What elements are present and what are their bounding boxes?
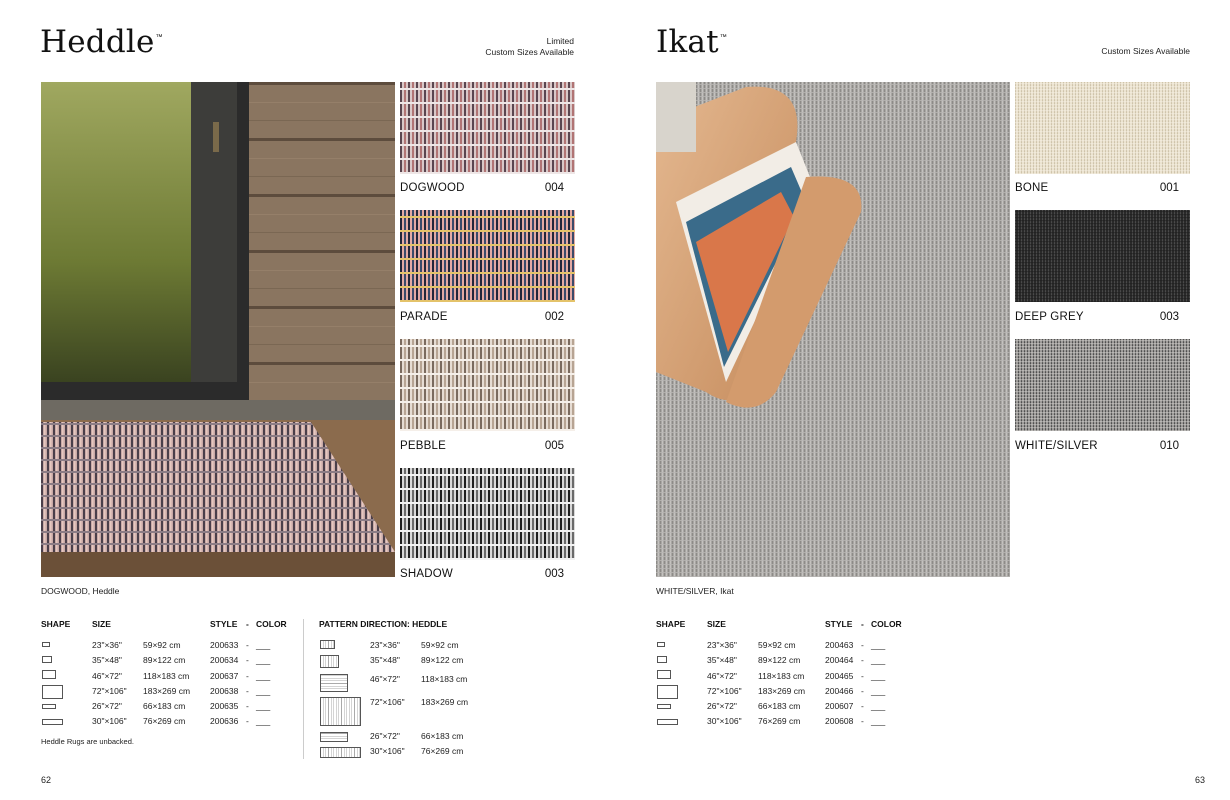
color-blank: ___	[871, 655, 886, 665]
custom-size-note	[1101, 46, 1190, 57]
size-inches: 30"×106"	[370, 746, 405, 756]
dash: -	[861, 671, 864, 681]
dash: -	[246, 640, 249, 650]
note-line-limited: Limited	[546, 36, 574, 46]
size-cm: 76×269 cm	[758, 716, 801, 726]
pattern-direction-icon	[320, 655, 339, 668]
swatch-code: 004	[544, 182, 564, 194]
footnote: Heddle Rugs are unbacked.	[41, 737, 134, 746]
product-title-heddle: Heddle™	[40, 24, 163, 60]
header-color: COLOR	[871, 619, 902, 629]
swatch-label: BONE	[1015, 182, 1049, 194]
page-number: 62	[41, 775, 52, 785]
trademark: ™	[155, 34, 163, 41]
swatch-bone[interactable]	[1015, 82, 1190, 174]
header-shape: SHAPE	[41, 619, 71, 629]
color-blank: ___	[871, 701, 886, 711]
size-cm: 183×269 cm	[758, 686, 806, 696]
photo-caption: WHITE/SILVER, Ikat	[656, 586, 734, 596]
shape-icon	[657, 656, 667, 663]
style-number: 200608	[825, 716, 854, 726]
color-blank: ___	[256, 671, 271, 681]
swatch-label: WHITE/SILVER	[1015, 440, 1098, 452]
color-blank: ___	[256, 716, 271, 726]
color-blank: ___	[256, 686, 271, 696]
dash: -	[861, 640, 864, 650]
size-inches: 72"×106"	[92, 686, 127, 696]
size-inches: 72"×106"	[707, 686, 742, 696]
header-size: SIZE	[707, 619, 726, 629]
style-number: 200466	[825, 686, 854, 696]
style-number: 200465	[825, 671, 854, 681]
photo-caption: DOGWOOD, Heddle	[41, 586, 120, 596]
shape-icon	[42, 642, 50, 647]
dash: -	[246, 655, 249, 665]
color-blank: ___	[256, 640, 271, 650]
swatch-label: SHADOW	[400, 568, 453, 580]
swatch-code: 003	[544, 568, 564, 580]
size-inches: 30"×106"	[707, 716, 742, 726]
swatch-pebble[interactable]	[400, 339, 575, 431]
swatch-shadow[interactable]	[400, 468, 575, 560]
shape-icon	[657, 642, 665, 647]
size-inches: 26"×72"	[707, 701, 737, 711]
size-inches: 23"×36"	[370, 640, 400, 650]
size-inches: 46"×72"	[92, 671, 122, 681]
style-number: 200464	[825, 655, 854, 665]
size-cm: 66×183 cm	[758, 701, 801, 711]
shape-icon	[42, 670, 56, 679]
size-cm: 89×122 cm	[421, 655, 464, 665]
size-cm: 66×183 cm	[143, 701, 186, 711]
color-blank: ___	[871, 716, 886, 726]
size-cm: 118×183 cm	[421, 674, 468, 684]
color-blank: ___	[256, 655, 271, 665]
divider	[303, 619, 304, 759]
style-number: 200607	[825, 701, 854, 711]
pattern-direction-icon	[320, 697, 361, 726]
style-number: 200463	[825, 640, 854, 650]
pattern-direction-icon	[320, 732, 348, 742]
size-inches: 26"×72"	[92, 701, 122, 711]
header-color: COLOR	[256, 619, 287, 629]
shape-icon	[657, 719, 678, 725]
size-cm: 59×92 cm	[758, 640, 796, 650]
swatch-parade[interactable]	[400, 210, 575, 302]
trademark: ™	[719, 34, 727, 41]
size-cm: 59×92 cm	[421, 640, 459, 650]
style-number: 200633	[210, 640, 239, 650]
color-blank: ___	[256, 701, 271, 711]
shape-icon	[42, 656, 52, 663]
size-cm: 183×269 cm	[421, 697, 469, 707]
swatch-code: 001	[1159, 182, 1179, 194]
style-number: 200635	[210, 701, 239, 711]
header-dash: -	[246, 619, 249, 629]
page-right	[615, 0, 1230, 800]
size-inches: 23"×36"	[92, 640, 122, 650]
size-inches: 35"×48"	[92, 655, 122, 665]
size-inches: 46"×72"	[370, 674, 400, 684]
size-inches: 46"×72"	[707, 671, 737, 681]
size-cm: 76×269 cm	[421, 746, 464, 756]
size-cm: 183×269 cm	[143, 686, 191, 696]
size-inches: 35"×48"	[707, 655, 737, 665]
size-inches: 30"×106"	[92, 716, 127, 726]
color-blank: ___	[871, 640, 886, 650]
pattern-direction-icon	[320, 747, 361, 758]
size-inches: 23"×36"	[707, 640, 737, 650]
color-blank: ___	[871, 686, 886, 696]
swatch-dogwood[interactable]	[400, 82, 575, 174]
pattern-direction-icon	[320, 640, 335, 649]
size-cm: 89×122 cm	[758, 655, 801, 665]
pattern-direction-icon	[320, 674, 348, 692]
style-number: 200634	[210, 655, 239, 665]
shape-icon	[657, 685, 678, 699]
dash: -	[861, 716, 864, 726]
size-cm: 118×183 cm	[143, 671, 190, 681]
style-number: 200636	[210, 716, 239, 726]
header-size: SIZE	[92, 619, 111, 629]
swatch-code: 005	[544, 440, 564, 452]
shape-icon	[657, 670, 671, 679]
size-inches: 35"×48"	[370, 655, 400, 665]
custom-size-note	[485, 36, 574, 58]
swatch-code: 002	[544, 311, 564, 323]
header-style: STYLE	[825, 619, 853, 629]
swatch-deep-grey[interactable]	[1015, 210, 1190, 302]
size-cm: 118×183 cm	[758, 671, 805, 681]
swatch-code: 010	[1159, 440, 1179, 452]
size-cm: 66×183 cm	[421, 731, 464, 741]
size-inches: 72"×106"	[370, 697, 405, 707]
header-pattern-direction: PATTERN DIRECTION: HEDDLE	[319, 619, 448, 629]
swatch-label: DOGWOOD	[400, 182, 465, 194]
size-cm: 89×122 cm	[143, 655, 186, 665]
shape-icon	[42, 719, 63, 725]
swatch-label: PARADE	[400, 311, 448, 323]
dash: -	[861, 686, 864, 696]
dash: -	[246, 686, 249, 696]
style-number: 200638	[210, 686, 239, 696]
dash: -	[861, 655, 864, 665]
dash: -	[246, 716, 249, 726]
header-dash: -	[861, 619, 864, 629]
swatch-label: DEEP GREY	[1015, 311, 1084, 323]
shape-icon	[657, 704, 671, 709]
style-number: 200637	[210, 671, 239, 681]
size-cm: 59×92 cm	[143, 640, 181, 650]
hero-photo-ikat	[656, 82, 1010, 577]
page-number: 63	[1194, 775, 1205, 785]
swatch-code: 003	[1159, 311, 1179, 323]
shape-icon	[42, 704, 56, 709]
dash: -	[861, 701, 864, 711]
color-blank: ___	[871, 671, 886, 681]
product-title-ikat: Ikat™	[656, 24, 727, 60]
header-shape: SHAPE	[656, 619, 686, 629]
note-line-custom: Custom Sizes Available	[485, 47, 574, 57]
dash: -	[246, 701, 249, 711]
dash: -	[246, 671, 249, 681]
swatch-white-silver[interactable]	[1015, 339, 1190, 431]
swatch-label: PEBBLE	[400, 440, 446, 452]
note-line-custom: Custom Sizes Available	[1101, 46, 1190, 56]
size-inches: 26"×72"	[370, 731, 400, 741]
size-cm: 76×269 cm	[143, 716, 186, 726]
shape-icon	[42, 685, 63, 699]
header-style: STYLE	[210, 619, 238, 629]
hero-photo-heddle	[41, 82, 395, 577]
